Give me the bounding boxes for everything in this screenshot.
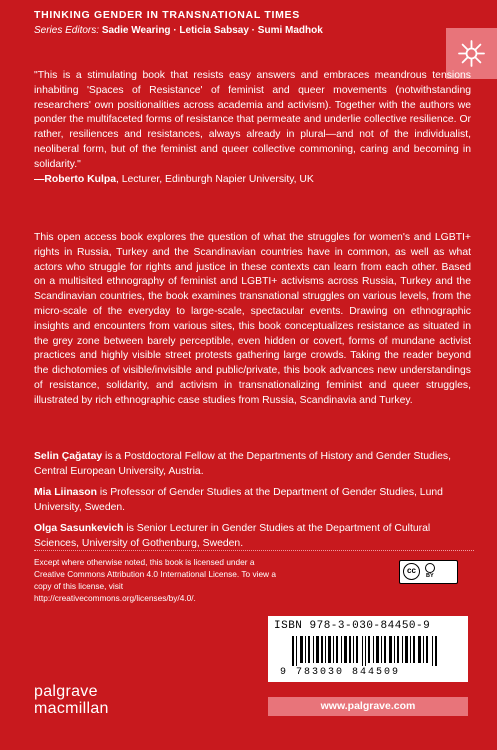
publisher-line2: macmillan — [34, 700, 109, 717]
author-bio — [34, 450, 471, 480]
license-notice: Except where otherwise noted, this book is licensed under a Creative Commons Attribution 4.0 International License. To view a copy of this license, visit http://creativecommons.org/licenses/by/4.0/. — [34, 557, 276, 603]
author-bio — [34, 522, 471, 552]
publisher-logo — [34, 683, 109, 717]
divider — [34, 550, 474, 551]
author-name: Selin Çağatay — [34, 451, 103, 462]
series-editors-names: Sadie Wearing · Leticia Sabsay · Sumi Madhok — [101, 25, 323, 36]
cc-mark: cc — [403, 563, 420, 580]
creative-commons-by-icon — [399, 560, 458, 584]
barcode-digits: 9 783030 844509 — [280, 667, 401, 678]
publisher-url-box — [268, 697, 468, 716]
quote-text: "This is a stimulating book that resists easy answers and embraces meandrous tensions inhabiting 'Spaces of Resistance' of feminist and queer movements (notwithstanding researchers' own positionalities across academia and activism). Together with the authors we ponder the multifaceted forms of resistance that permeate and underlie collective resilience. Or rather, resiliences and resistances, always already in plural—and not of the individualist, neoliberal form, but of the feminist and queer collective commoning, caring and becoming in solidarity." — [34, 70, 471, 170]
publisher-line1: palgrave — [34, 683, 98, 700]
author-bio-text: is Senior Lecturer in Gender Studies at the Department of Cultural Sciences, University of Gothenburg, Sweden. — [34, 523, 431, 549]
series-title: THINKING GENDER IN TRANSNATIONAL TIMES — [34, 9, 300, 21]
publisher-url: www.palgrave.com — [320, 700, 416, 712]
by-mark: BY — [426, 573, 434, 579]
author-bio-text: is a Postdoctoral Fellow at the Departments of History and Gender Studies, Central European University, Austria. — [34, 451, 451, 477]
sun-burst-icon — [458, 40, 485, 67]
quote-author: —Roberto Kulpa — [34, 173, 116, 185]
author-name: Mia Liinason — [34, 487, 97, 498]
author-name: Olga Sasunkevich — [34, 523, 124, 534]
quote-affiliation: , Lecturer, Edinburgh Napier University, UK — [115, 173, 314, 185]
barcode-panel — [268, 616, 468, 682]
series-editors-label: Series Editors: — [34, 25, 100, 36]
endorsement-quote — [34, 69, 471, 187]
author-bio — [34, 486, 471, 516]
quote-attribution — [34, 173, 471, 188]
barcode-icon — [292, 636, 442, 666]
series-editors — [34, 25, 323, 36]
isbn-text: ISBN 978-3-030-84450-9 — [274, 620, 431, 632]
person-icon — [425, 563, 435, 573]
book-description: This open access book explores the question of what the struggles for women's and LGBTI+ rights in Russia, Turkey and the Scandinavian countries have in common, as well as what actors who struggle for rights and justice in these contexts can learn from each other. Based on a multisited ethnography of feminist and LGBTI+ activisms across Russia, Turkey and the Scandinavian countries, the book examines transnational struggles on various levels, from the micro-scale of the everyday to large-scale, spectacular events. Drawing on ethnographic insights and encounters from various sites, this book conceptualizes resistance as situated in the grey zone between barely perceptible, even hidden or covert, forms of mundane activist practices and highly visible street protests gathering large crowds. Taking the reader beyond the dichotomies of visible/invisible and public/private, this book advances new understandings of resistance, solidarity, and activism in transnationalizing feminist and queer struggles, illustrated by rich ethnographic case studies from Russia, Scandinavia and Turkey. — [34, 232, 471, 406]
author-bio-text: is Professor of Gender Studies at the Department of Gender Studies, Lund University, Sweden. — [34, 487, 443, 513]
